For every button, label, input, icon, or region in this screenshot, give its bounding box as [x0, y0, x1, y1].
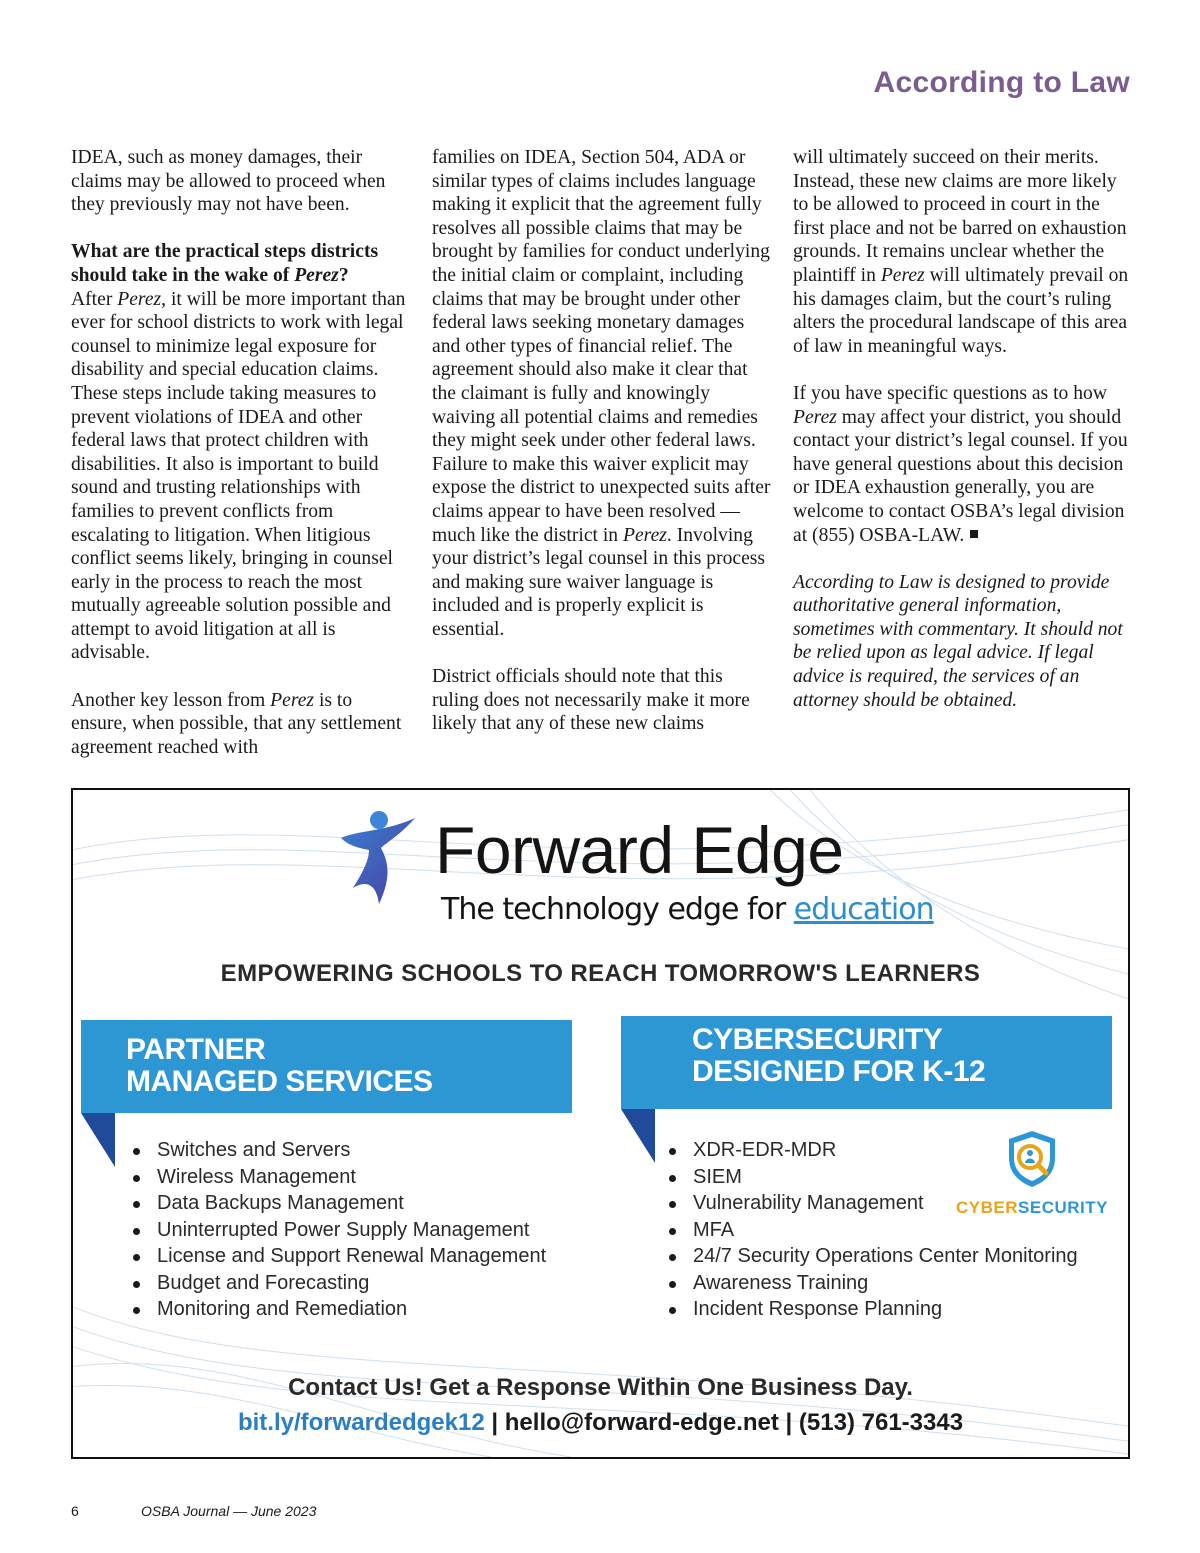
publication-info: OSBA Journal — June 2023: [141, 1503, 317, 1519]
separator: |: [484, 1409, 505, 1436]
email-address[interactable]: hello@forward-edge.net: [504, 1409, 779, 1436]
section-title: According to Law: [873, 66, 1130, 99]
paragraph: IDEA, such as money damages, their claims may be allowed to proceed when they previously may not have been.: [71, 147, 386, 216]
background-waves: [73, 790, 1128, 1457]
paragraph: will ultimately succeed on their merits. Instead, these new claims are more likely to be allowed to proceed in court in the first place and not be barred on exhaustion grounds. It remains unclear whether the plaintiff in Perez will ultimately prevail on his damages claim, but the court’s ruling alters the procedural landscape of this area of law in meaningful ways.: [793, 147, 1129, 357]
section-heading: What are the practical steps districts should take in the wake of Perez?: [71, 241, 379, 286]
article-column-3: [793, 146, 1133, 736]
ad-headline: EMPOWERING SCHOOLS TO REACH TOMORROW'S LEARNERS: [220, 960, 981, 987]
contact-call-to-action: Contact Us! Get a Response Within One Business Day.: [288, 1374, 913, 1401]
disclaimer: According to Law is designed to provide authoritative general information, sometimes with commentary. It should not be relied upon as legal advice. If legal advice is required, the services of an attorney should be obtained.: [793, 571, 1123, 711]
phone-number[interactable]: (513) 761-3343: [798, 1409, 964, 1436]
brand-tagline: The technology edge for education: [441, 892, 934, 927]
list-item: XDR-EDR-MDR: [667, 1137, 1078, 1164]
page-footer: [71, 1503, 317, 1519]
list-item: Incident Response Planning: [667, 1296, 1078, 1323]
page-number: 6: [71, 1503, 79, 1519]
panel-fold-decoration: [621, 1109, 655, 1163]
forward-edge-advertisement: [71, 788, 1130, 1459]
list-item: Wireless Management: [131, 1164, 546, 1191]
website-link[interactable]: bit.ly/forwardedgek12: [237, 1409, 485, 1436]
list-item: Switches and Servers: [131, 1137, 546, 1164]
list-item: Awareness Training: [667, 1270, 1078, 1297]
shield-magnifier-icon: [1001, 1128, 1063, 1190]
managed-services-header: PARTNER MANAGED SERVICES: [81, 1020, 572, 1113]
paragraph: After Perez, it will be more important than ever for school districts to work with legal counsel to minimize legal exposure for disability and special education claims. These steps include taking measures to prevent violations of IDEA and other federal laws that protect children with disabilities. It also is important to build sound and trusting relationships with families to prevent conflicts from escalating to litigation. When litigious conflict seems likely, bringing in counsel early in the process to reach the most mutually agreeable solution possible and attempt to avoid litigation at all is advisable.: [71, 288, 406, 664]
paragraph: families on IDEA, Section 504, ADA or similar types of claims includes language making it explicit that the agreement fully resolves all possible claims that may be brought by families for conduct underlying the initial claim or complaint, including claims that may be brought under other federal laws seeking monetary damages and other types of financial relief. The agreement should also make it clear that the claimant is fully and knowingly waiving all potential claims and remedies they might seek under other federal laws. Failure to make this waiver explicit may expose the district to unexpected suits after claims appear to have been resolved — much like the district in Perez. Involving your district’s legal counsel in this process and making sure waiver language is included and is properly explicit is essential.: [432, 147, 771, 640]
list-item: Monitoring and Remediation: [131, 1296, 546, 1323]
list-item: License and Support Renewal Management: [131, 1243, 546, 1270]
separator: |: [778, 1409, 799, 1436]
cybersecurity-wordmark: CYBERSECURITY: [956, 1198, 1108, 1217]
list-item: Vulnerability Management: [667, 1190, 1078, 1217]
list-item: MFA: [667, 1217, 1078, 1244]
paragraph: If you have specific questions as to how Perez may affect your district, you should contact your district’s legal counsel. If you have general questions about this decision or IDEA exhaustion generally, you are welcome to contact OSBA’s legal division at (855) OSBA-LAW.: [793, 382, 1128, 546]
list-item: SIEM: [667, 1164, 1078, 1191]
managed-services-list: [131, 1137, 546, 1323]
article-column-2: [432, 146, 772, 759]
cybersecurity-header: CYBERSECURITY DESIGNED FOR K-12: [621, 1016, 1112, 1109]
brand-name: Forward Edge: [435, 813, 844, 887]
contact-details: [73, 1409, 1128, 1437]
list-item: Budget and Forecasting: [131, 1270, 546, 1297]
list-item: 24/7 Security Operations Center Monitoring: [667, 1243, 1078, 1270]
cybersecurity-badge: [951, 1128, 1111, 1218]
forward-edge-logo-icon: [339, 808, 419, 908]
panel-fold-decoration: [81, 1113, 115, 1167]
article-column-1: [71, 146, 411, 783]
paragraph: Another key lesson from Perez is to ensure, when possible, that any settlement agreement reached with: [71, 689, 402, 758]
paragraph: District officials should note that this ruling does not necessarily make it more likely that any of these new claims: [432, 666, 750, 735]
end-mark-icon: [970, 530, 978, 538]
list-item: Data Backups Management: [131, 1190, 546, 1217]
list-item: Uninterrupted Power Supply Management: [131, 1217, 546, 1244]
